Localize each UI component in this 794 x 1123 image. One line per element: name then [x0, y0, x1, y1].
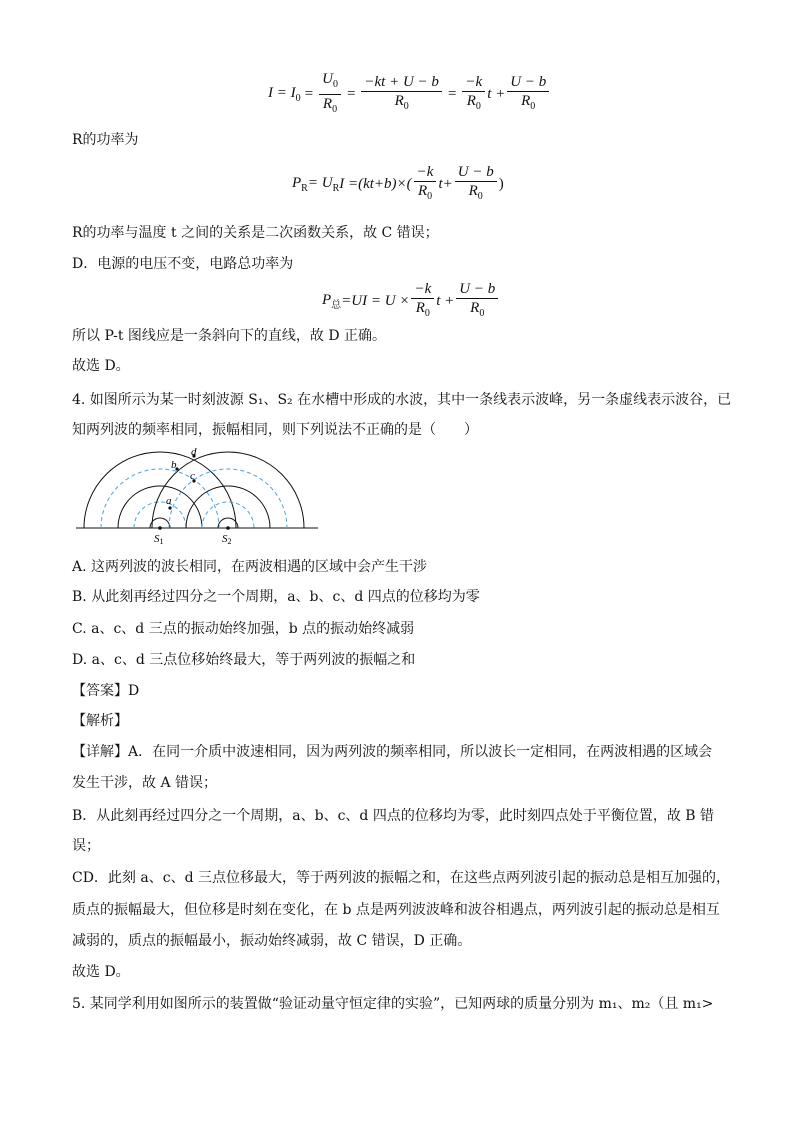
- s2-crest-2: [186, 486, 270, 528]
- wave-interference-diagram: [72, 446, 322, 546]
- detail-line-3: B．从此刻再经过四分之一个周期，a、b、c、d 四点的位移均为零，此时刻四点处于平衡位置，故 B 错: [72, 808, 715, 824]
- detail-line-2: 发生干涉，故 A 错误；: [72, 775, 218, 791]
- text-line: R的功率为: [72, 132, 139, 148]
- source-s2-dot: [226, 526, 230, 530]
- s1-crest-3: [84, 452, 236, 528]
- text-line: 所以 P-t 图线应是一条斜向下的直线，故 D 正确。: [72, 328, 387, 344]
- option-c: C. a、c、d 三点的振动始终加强，b 点的振动始终减弱: [72, 621, 415, 637]
- answer-line: [72, 681, 139, 701]
- label-s2: S2: [222, 533, 232, 546]
- detail-line-6: 质点的振幅最大，但位移是时刻在变化，在 b 点是两列波波峰和波谷相遇点，两列波引起的振动总是相互: [72, 902, 720, 918]
- answer-value: D: [128, 683, 140, 699]
- detail-line-8: 故选 D。: [72, 964, 130, 980]
- text-line: D．电源的电压不变，电路总功率为: [72, 256, 294, 272]
- option-a: A. 这两列波的波长相同，在两波相遇的区域中会产生干涉: [72, 559, 428, 575]
- detail-line-1: 【详解】A．在同一介质中波速相同，因为两列波的频率相同，所以波长一定相同，在两波相遇的区域会: [72, 744, 713, 760]
- text-line: R的功率与温度 t 之间的关系是二次函数关系，故 C 错误；: [72, 225, 439, 241]
- label-b: b: [171, 459, 177, 471]
- s1-trough-1: [134, 502, 186, 528]
- equation-total-power: $P_总$ =UI = U × $\frac{-k}{R_0}$ t + $\frac{U - b}{R_0}$: [322, 280, 500, 323]
- equation-power-r: $P_R$ = $U_R$ I =(kt+b)×( $\frac{-k}{R_0}$ t+ $\frac{U - b}{R_0}$ ): [292, 164, 504, 202]
- question-5-line-1: 5. 某同学利用如图所示的装置做“验证动量守恒定律的实验”，已知两球的质量分别为 m₁、m₂（且 m₁>: [72, 996, 714, 1012]
- answer-label: 【答案】: [72, 683, 128, 699]
- text-line: 故选 D。: [72, 358, 130, 374]
- s1-crest-2: [118, 486, 202, 528]
- label-s1: S1: [154, 533, 164, 546]
- question-4-line-2: 知两列波的频率相同，振幅相同，则下列说法不正确的是（ ）: [72, 422, 478, 438]
- option-d: D. a、c、d 三点位移始终最大，等于两列波的振幅之和: [72, 652, 416, 668]
- source-s1-dot: [158, 526, 162, 530]
- detail-line-4: 误；: [72, 838, 100, 854]
- equation-current: $I = I_0$ = $\frac{U_0}{R_0}$ = $\frac{-kt + U - b}{R_0}$ = $\frac{-k}{R_0}$ t + $\frac{U - b}{R_0}$: [268, 70, 551, 119]
- analysis-label: 【解析】: [72, 713, 128, 729]
- detail-line-5: CD．此刻 a、c、d 三点位移最大，等于两列波的振幅之和，在这些点两列波引起的振动总是相互加强的，: [72, 870, 730, 886]
- question-4-line-1: 4. 如图所示为某一时刻波源 S₁、S₂ 在水槽中形成的水波，其中一条线表示波峰，另一条虚线表示波谷，已: [72, 392, 732, 408]
- label-d: d: [191, 446, 197, 458]
- label-a: a: [166, 495, 172, 507]
- detail-line-7: 减弱的，质点的振幅最小，振动始终减弱，故 C 错误，D 正确。: [72, 933, 472, 949]
- s2-trough-1: [202, 502, 254, 528]
- option-b: B. 从此刻再经过四分之一个周期，a、b、c、d 四点的位移均为零: [72, 589, 480, 605]
- label-c: c: [190, 470, 195, 482]
